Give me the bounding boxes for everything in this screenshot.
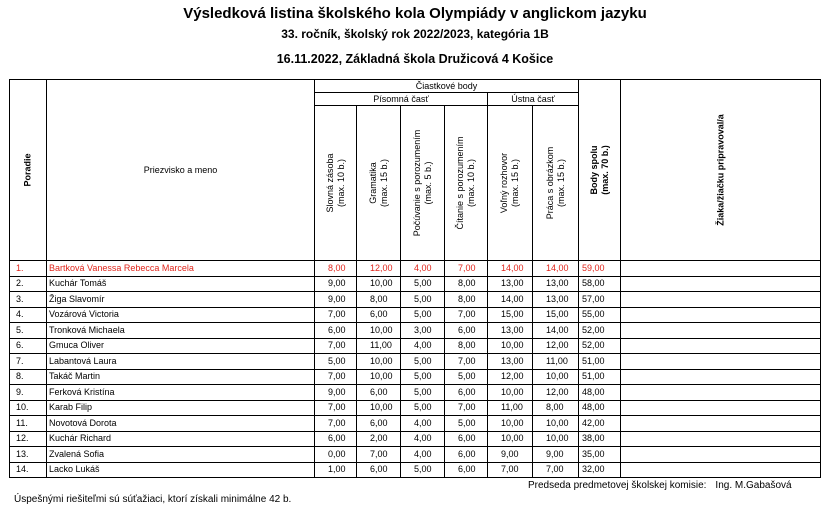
name-cell: Labantová Laura bbox=[47, 354, 315, 370]
teacher-cell bbox=[621, 276, 821, 292]
listening-cell: 5,00 bbox=[401, 292, 445, 308]
name-cell: Takáč Martin bbox=[47, 369, 315, 385]
teacher-cell bbox=[621, 307, 821, 323]
total-cell: 42,00 bbox=[579, 416, 621, 432]
listening-cell: 4,00 bbox=[401, 416, 445, 432]
reading-cell: 8,00 bbox=[445, 276, 488, 292]
conversation-cell: 14,00 bbox=[488, 261, 533, 277]
grammar-cell: 10,00 bbox=[357, 323, 401, 339]
header-reading: Čítanie s porozumením (max. 10 b.) bbox=[445, 106, 488, 261]
header-rank: Poradie bbox=[10, 80, 47, 261]
teacher-cell bbox=[621, 431, 821, 447]
results-body bbox=[10, 261, 821, 478]
picture-work-cell: 8,00 bbox=[533, 400, 579, 416]
total-cell: 52,00 bbox=[579, 323, 621, 339]
header-grammar: Gramatika (max. 15 b.) bbox=[357, 106, 401, 261]
conversation-cell: 14,00 bbox=[488, 292, 533, 308]
rank-cell: 11. bbox=[10, 416, 47, 432]
conversation-cell: 13,00 bbox=[488, 323, 533, 339]
picture-work-cell: 12,00 bbox=[533, 338, 579, 354]
vocabulary-cell: 7,00 bbox=[315, 307, 357, 323]
conversation-cell: 13,00 bbox=[488, 354, 533, 370]
grammar-cell: 10,00 bbox=[357, 400, 401, 416]
total-cell: 55,00 bbox=[579, 307, 621, 323]
reading-cell: 6,00 bbox=[445, 431, 488, 447]
picture-work-cell: 10,00 bbox=[533, 431, 579, 447]
reading-cell: 7,00 bbox=[445, 354, 488, 370]
teacher-cell bbox=[621, 400, 821, 416]
committee-chair bbox=[528, 480, 792, 491]
vocabulary-cell: 0,00 bbox=[315, 447, 357, 463]
reading-cell: 6,00 bbox=[445, 323, 488, 339]
listening-cell: 5,00 bbox=[401, 385, 445, 401]
picture-work-cell: 14,00 bbox=[533, 261, 579, 277]
reading-cell: 7,00 bbox=[445, 400, 488, 416]
name-cell: Zvalená Sofia bbox=[47, 447, 315, 463]
reading-cell: 6,00 bbox=[445, 447, 488, 463]
table-row bbox=[10, 369, 821, 385]
listening-cell: 5,00 bbox=[401, 462, 445, 478]
grammar-cell: 12,00 bbox=[357, 261, 401, 277]
header-total: Body spolu (max. 70 b.) bbox=[579, 80, 621, 261]
total-cell: 38,00 bbox=[579, 431, 621, 447]
total-cell: 32,00 bbox=[579, 462, 621, 478]
header-written-part: Písomná časť bbox=[315, 93, 488, 106]
conversation-cell: 10,00 bbox=[488, 385, 533, 401]
reading-cell: 8,00 bbox=[445, 338, 488, 354]
picture-work-cell: 12,00 bbox=[533, 385, 579, 401]
table-row bbox=[10, 462, 821, 478]
header-conversation: Voľný rozhovor (max. 15 b.) bbox=[488, 106, 533, 261]
header-vocabulary: Slovná zásoba (max. 10 b.) bbox=[315, 106, 357, 261]
header-oral-part: Ústna časť bbox=[488, 93, 579, 106]
name-cell: Kuchár Tomáš bbox=[47, 276, 315, 292]
teacher-cell bbox=[621, 338, 821, 354]
conversation-cell: 13,00 bbox=[488, 276, 533, 292]
name-cell: Kuchár Richard bbox=[47, 431, 315, 447]
grammar-cell: 2,00 bbox=[357, 431, 401, 447]
rank-cell: 4. bbox=[10, 307, 47, 323]
reading-cell: 5,00 bbox=[445, 416, 488, 432]
rank-cell: 9. bbox=[10, 385, 47, 401]
vocabulary-cell: 1,00 bbox=[315, 462, 357, 478]
vocabulary-cell: 5,00 bbox=[315, 354, 357, 370]
listening-cell: 5,00 bbox=[401, 369, 445, 385]
picture-work-cell: 10,00 bbox=[533, 369, 579, 385]
conversation-cell: 9,00 bbox=[488, 447, 533, 463]
grammar-cell: 10,00 bbox=[357, 369, 401, 385]
picture-work-cell: 14,00 bbox=[533, 323, 579, 339]
grammar-cell: 7,00 bbox=[357, 447, 401, 463]
table-row bbox=[10, 431, 821, 447]
table-row bbox=[10, 323, 821, 339]
header-name: Priezvisko a meno bbox=[47, 80, 315, 261]
reading-cell: 7,00 bbox=[445, 261, 488, 277]
listening-cell: 5,00 bbox=[401, 307, 445, 323]
rank-cell: 3. bbox=[10, 292, 47, 308]
grammar-cell: 6,00 bbox=[357, 307, 401, 323]
teacher-cell bbox=[621, 323, 821, 339]
name-cell: Gmuca Oliver bbox=[47, 338, 315, 354]
results-table bbox=[9, 79, 821, 478]
header-listening: Počúvanie s porozumením (max. 5 b.) bbox=[401, 106, 445, 261]
name-cell: Tronková Michaela bbox=[47, 323, 315, 339]
listening-cell: 4,00 bbox=[401, 338, 445, 354]
vocabulary-cell: 6,00 bbox=[315, 431, 357, 447]
grammar-cell: 11,00 bbox=[357, 338, 401, 354]
conversation-cell: 15,00 bbox=[488, 307, 533, 323]
conversation-cell: 10,00 bbox=[488, 338, 533, 354]
table-row bbox=[10, 385, 821, 401]
success-note: Úspešnými riešiteľmi sú súťažiaci, ktorí získali minimálne 42 b. bbox=[14, 494, 292, 505]
table-row bbox=[10, 354, 821, 370]
teacher-cell bbox=[621, 261, 821, 277]
conversation-cell: 12,00 bbox=[488, 369, 533, 385]
total-cell: 59,00 bbox=[579, 261, 621, 277]
name-cell: Žiga Slavomír bbox=[47, 292, 315, 308]
reading-cell: 6,00 bbox=[445, 385, 488, 401]
name-cell: Bartková Vanessa Rebecca Marcela bbox=[47, 261, 315, 277]
name-cell: Lacko Lukáš bbox=[47, 462, 315, 478]
rank-cell: 8. bbox=[10, 369, 47, 385]
teacher-cell bbox=[621, 447, 821, 463]
grammar-cell: 10,00 bbox=[357, 354, 401, 370]
document-title: Výsledková listina školského kola Olympiády v anglickom jazyku bbox=[183, 5, 647, 22]
total-cell: 57,00 bbox=[579, 292, 621, 308]
vocabulary-cell: 7,00 bbox=[315, 338, 357, 354]
picture-work-cell: 10,00 bbox=[533, 416, 579, 432]
teacher-cell bbox=[621, 385, 821, 401]
rank-cell: 6. bbox=[10, 338, 47, 354]
header-picture-work: Práca s obrázkom (max. 15 b.) bbox=[533, 106, 579, 261]
header-teacher: Žiaka/žiačku pripravoval/a bbox=[621, 80, 821, 261]
teacher-cell bbox=[621, 369, 821, 385]
picture-work-cell: 13,00 bbox=[533, 292, 579, 308]
table-row bbox=[10, 416, 821, 432]
teacher-cell bbox=[621, 354, 821, 370]
total-cell: 51,00 bbox=[579, 354, 621, 370]
listening-cell: 5,00 bbox=[401, 400, 445, 416]
table-row bbox=[10, 400, 821, 416]
listening-cell: 5,00 bbox=[401, 354, 445, 370]
teacher-cell bbox=[621, 292, 821, 308]
grammar-cell: 10,00 bbox=[357, 276, 401, 292]
grammar-cell: 6,00 bbox=[357, 462, 401, 478]
header-partial-points: Čiastkové body bbox=[315, 80, 579, 93]
name-cell: Novotová Dorota bbox=[47, 416, 315, 432]
vocabulary-cell: 8,00 bbox=[315, 261, 357, 277]
vocabulary-cell: 9,00 bbox=[315, 292, 357, 308]
rank-cell: 10. bbox=[10, 400, 47, 416]
conversation-cell: 11,00 bbox=[488, 400, 533, 416]
rank-cell: 5. bbox=[10, 323, 47, 339]
reading-cell: 7,00 bbox=[445, 307, 488, 323]
vocabulary-cell: 9,00 bbox=[315, 385, 357, 401]
document-subtitle: 33. ročník, školský rok 2022/2023, kategória 1B bbox=[281, 27, 549, 41]
chair-label: Predseda predmetovej školskej komisie: bbox=[528, 480, 707, 491]
reading-cell: 6,00 bbox=[445, 462, 488, 478]
reading-cell: 8,00 bbox=[445, 292, 488, 308]
teacher-cell bbox=[621, 462, 821, 478]
vocabulary-cell: 7,00 bbox=[315, 416, 357, 432]
rank-cell: 2. bbox=[10, 276, 47, 292]
total-cell: 52,00 bbox=[579, 338, 621, 354]
vocabulary-cell: 7,00 bbox=[315, 400, 357, 416]
listening-cell: 4,00 bbox=[401, 447, 445, 463]
reading-cell: 5,00 bbox=[445, 369, 488, 385]
rank-cell: 12. bbox=[10, 431, 47, 447]
rank-cell: 1. bbox=[10, 261, 47, 277]
vocabulary-cell: 9,00 bbox=[315, 276, 357, 292]
listening-cell: 3,00 bbox=[401, 323, 445, 339]
listening-cell: 4,00 bbox=[401, 261, 445, 277]
picture-work-cell: 13,00 bbox=[533, 276, 579, 292]
rank-cell: 14. bbox=[10, 462, 47, 478]
table-row bbox=[10, 447, 821, 463]
chair-name: Ing. M.Gabašová bbox=[715, 480, 792, 491]
picture-work-cell: 15,00 bbox=[533, 307, 579, 323]
grammar-cell: 6,00 bbox=[357, 416, 401, 432]
rank-cell: 13. bbox=[10, 447, 47, 463]
table-row bbox=[10, 292, 821, 308]
table-row bbox=[10, 307, 821, 323]
total-cell: 48,00 bbox=[579, 385, 621, 401]
listening-cell: 4,00 bbox=[401, 431, 445, 447]
total-cell: 51,00 bbox=[579, 369, 621, 385]
picture-work-cell: 7,00 bbox=[533, 462, 579, 478]
picture-work-cell: 9,00 bbox=[533, 447, 579, 463]
rank-cell: 7. bbox=[10, 354, 47, 370]
conversation-cell: 7,00 bbox=[488, 462, 533, 478]
table-row bbox=[10, 338, 821, 354]
date-and-place: 16.11.2022, Základná škola Družicová 4 Košice bbox=[276, 52, 554, 66]
conversation-cell: 10,00 bbox=[488, 416, 533, 432]
total-cell: 35,00 bbox=[579, 447, 621, 463]
name-cell: Karab Filip bbox=[47, 400, 315, 416]
name-cell: Vozárová Victoria bbox=[47, 307, 315, 323]
vocabulary-cell: 6,00 bbox=[315, 323, 357, 339]
total-cell: 48,00 bbox=[579, 400, 621, 416]
teacher-cell bbox=[621, 416, 821, 432]
picture-work-cell: 11,00 bbox=[533, 354, 579, 370]
conversation-cell: 10,00 bbox=[488, 431, 533, 447]
table-row bbox=[10, 276, 821, 292]
grammar-cell: 6,00 bbox=[357, 385, 401, 401]
grammar-cell: 8,00 bbox=[357, 292, 401, 308]
name-cell: Ferková Kristína bbox=[47, 385, 315, 401]
table-row bbox=[10, 261, 821, 277]
total-cell: 58,00 bbox=[579, 276, 621, 292]
vocabulary-cell: 7,00 bbox=[315, 369, 357, 385]
listening-cell: 5,00 bbox=[401, 276, 445, 292]
